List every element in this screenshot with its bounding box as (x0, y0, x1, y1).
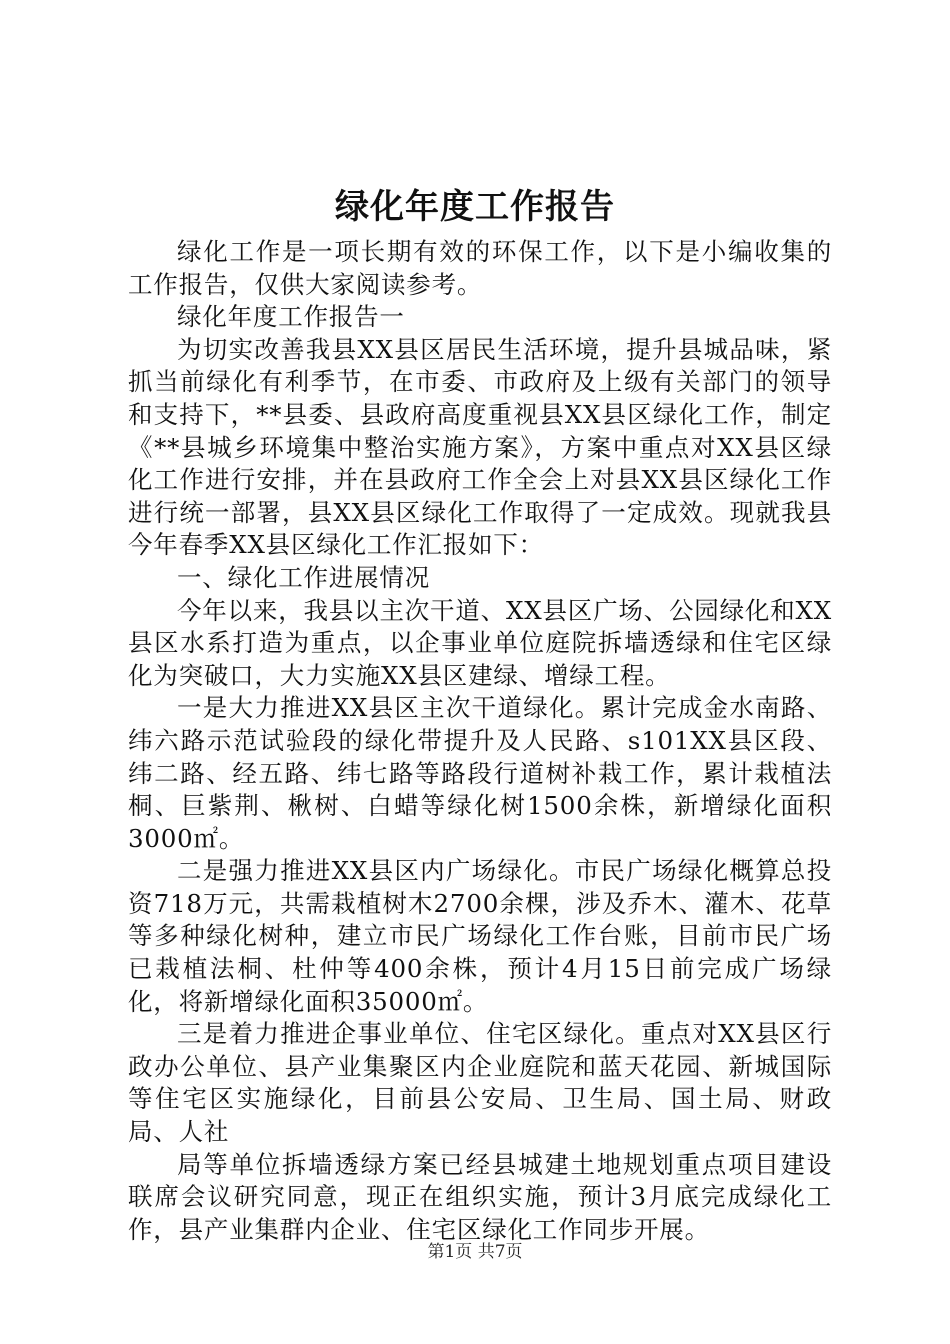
paragraph-units: 三是着力推进企事业单位、住宅区绿化。重点对XX县区行政办公单位、县产业集聚区内企业庭院和蓝天花园、新城国际等住宅区实施绿化，目前县公安局、卫生局、国土局、财政局、人社 (128, 1019, 832, 1147)
paragraph-intro: 绿化工作是一项长期有效的环保工作，以下是小编收集的工作报告，仅供大家阅读参考。 (128, 237, 832, 299)
paragraph-units-continued: 局等单位拆墙透绿方案已经县城建土地规划重点项目建设联席会议研究同意，现正在组织实施，预计3月底完成绿化工作，县产业集群内企业、住宅区绿化工作同步开展。 (128, 1149, 832, 1244)
paragraph-roads: 一是大力推进XX县区主次干道绿化。累计完成金水南路、纬六路示范试验段的绿化带提升及人民路、s101XX县区段、纬二路、经五路、纬七路等路段行道树补栽工作，累计栽植法桐、巨紫荆、楸树、白蜡等绿化树1500余株，新增绿化面积3000㎡。 (128, 693, 832, 853)
paragraph-heading-progress: 一、绿化工作进展情况 (177, 562, 430, 592)
document-title: 绿化年度工作报告 (335, 187, 615, 227)
paragraph-progress-summary: 今年以来，我县以主次干道、XX县区广场、公园绿化和XX县区水系打造为重点，以企事业单位庭院拆墙透绿和住宅区绿化为突破口，大力实施XX县区建绿、增绿工程。 (128, 595, 832, 690)
paragraph-section-heading: 绿化年度工作报告一 (177, 302, 405, 332)
paragraph-overview: 为切实改善我县XX县区居民生活环境，提升县城品味，紧抓当前绿化有利季节，在市委、市政府及上级有关部门的领导和支持下，**县委、县政府高度重视县XX县区绿化工作，制定《**县城乡环境集中整治实施方案》，方案中重点对XX县区绿化工作进行安排，并在县政府工作全会上对县XX县区绿化工作进行统一部署，县XX县区绿化工作取得了一定成效。现就我县今年春季XX县区绿化工作汇报如下： (128, 334, 832, 560)
document-body (128, 236, 832, 1246)
page-number-footer: 第1页 共7页 (427, 1242, 523, 1262)
paragraph-squares: 二是强力推进XX县区内广场绿化。市民广场绿化概算总投资718万元，共需栽植树木2700余棵，涉及乔木、灌木、花草等多种绿化树种，建立市民广场绿化工作台账，目前市民广场已栽植法桐、杜仲等400余株，预计4月15日前完成广场绿化，将新增绿化面积35000㎡。 (128, 856, 832, 1016)
